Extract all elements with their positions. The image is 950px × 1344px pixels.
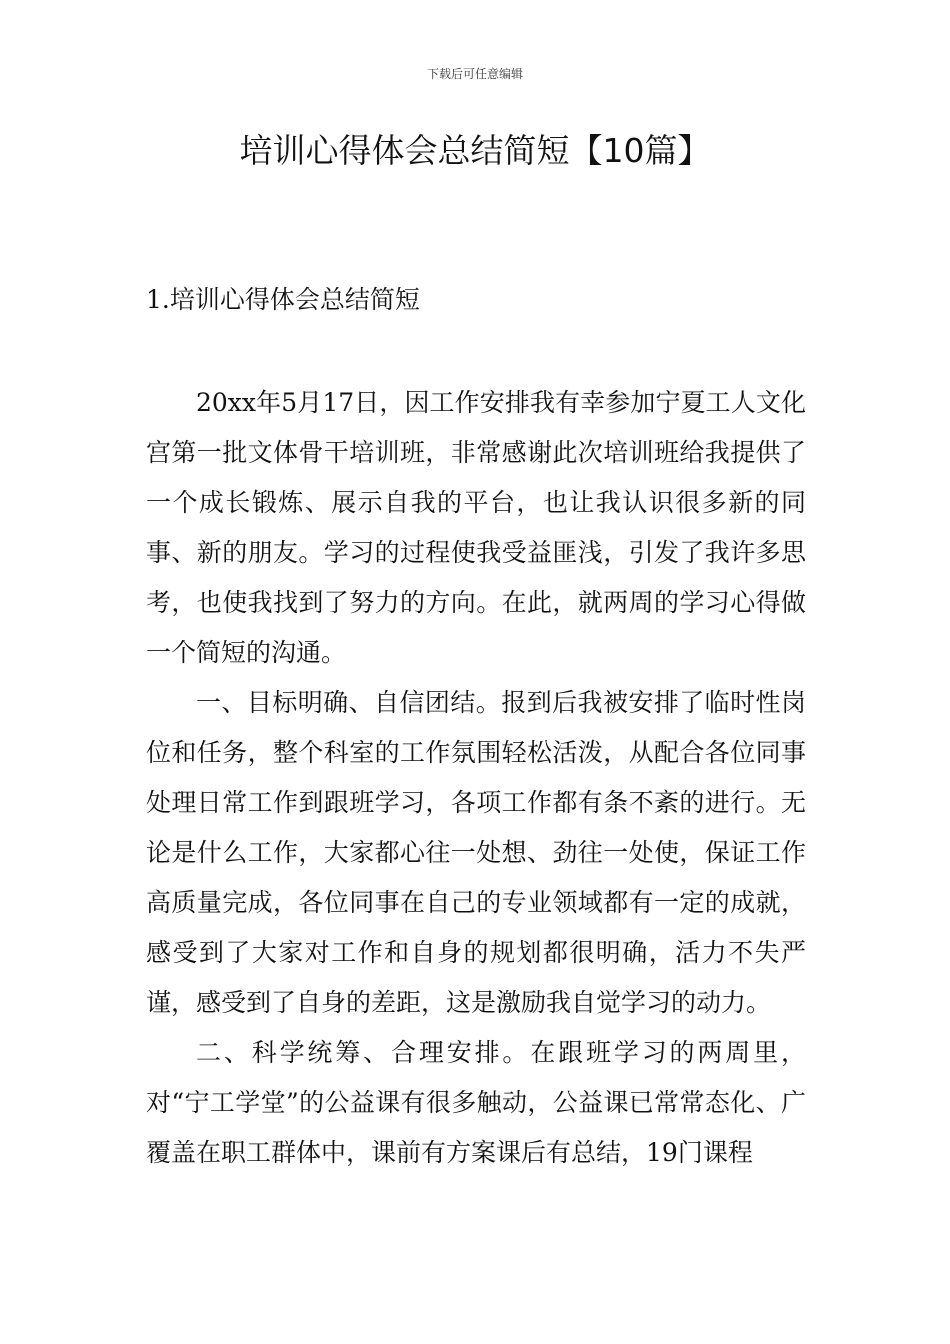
paragraph-point-two: 二、科学统筹、合理安排。在跟班学习的两周里，对“宁工学堂”的公益课有很多触动，公益课已常常态化、广覆盖在职工群体中，课前有方案课后有总结，19门课程 (146, 1038, 806, 1167)
paragraph-point-one: 一、目标明确、自信团结。报到后我被安排了临时性岗位和任务，整个科室的工作氛围轻松活泼，从配合各位同事处理日常工作到跟班学习，各项工作都有条不紊的进行。无论是什么工作，大家都心往一处想、劲往一处使，保证工作高质量完成，各位同事在自己的专业领域都有一定的成就，感受到了大家对工作和自身的规划都很明确，活力不失严谨，感受到了自身的差距，这是激励我自觉学习的动力。 (146, 688, 806, 1017)
document-body (146, 378, 806, 1178)
header-note: 下载后可任意编辑 (426, 67, 523, 81)
section-heading: 1.培训心得体会总结简短 (146, 285, 420, 314)
paragraph-intro: 20xx年5月17日，因工作安排我有幸参加宁夏工人文化宫第一批文体骨干培训班，非常感谢此次培训班给我提供了一个成长锻炼、展示自我的平台，也让我认识很多新的同事、新的朋友。学习的过程使我受益匪浅，引发了我许多思考，也使我找到了努力的方向。在此，就两周的学习心得做一个简短的沟通。 (146, 388, 806, 667)
document-title: 培训心得体会总结简短【10篇】 (239, 131, 711, 170)
